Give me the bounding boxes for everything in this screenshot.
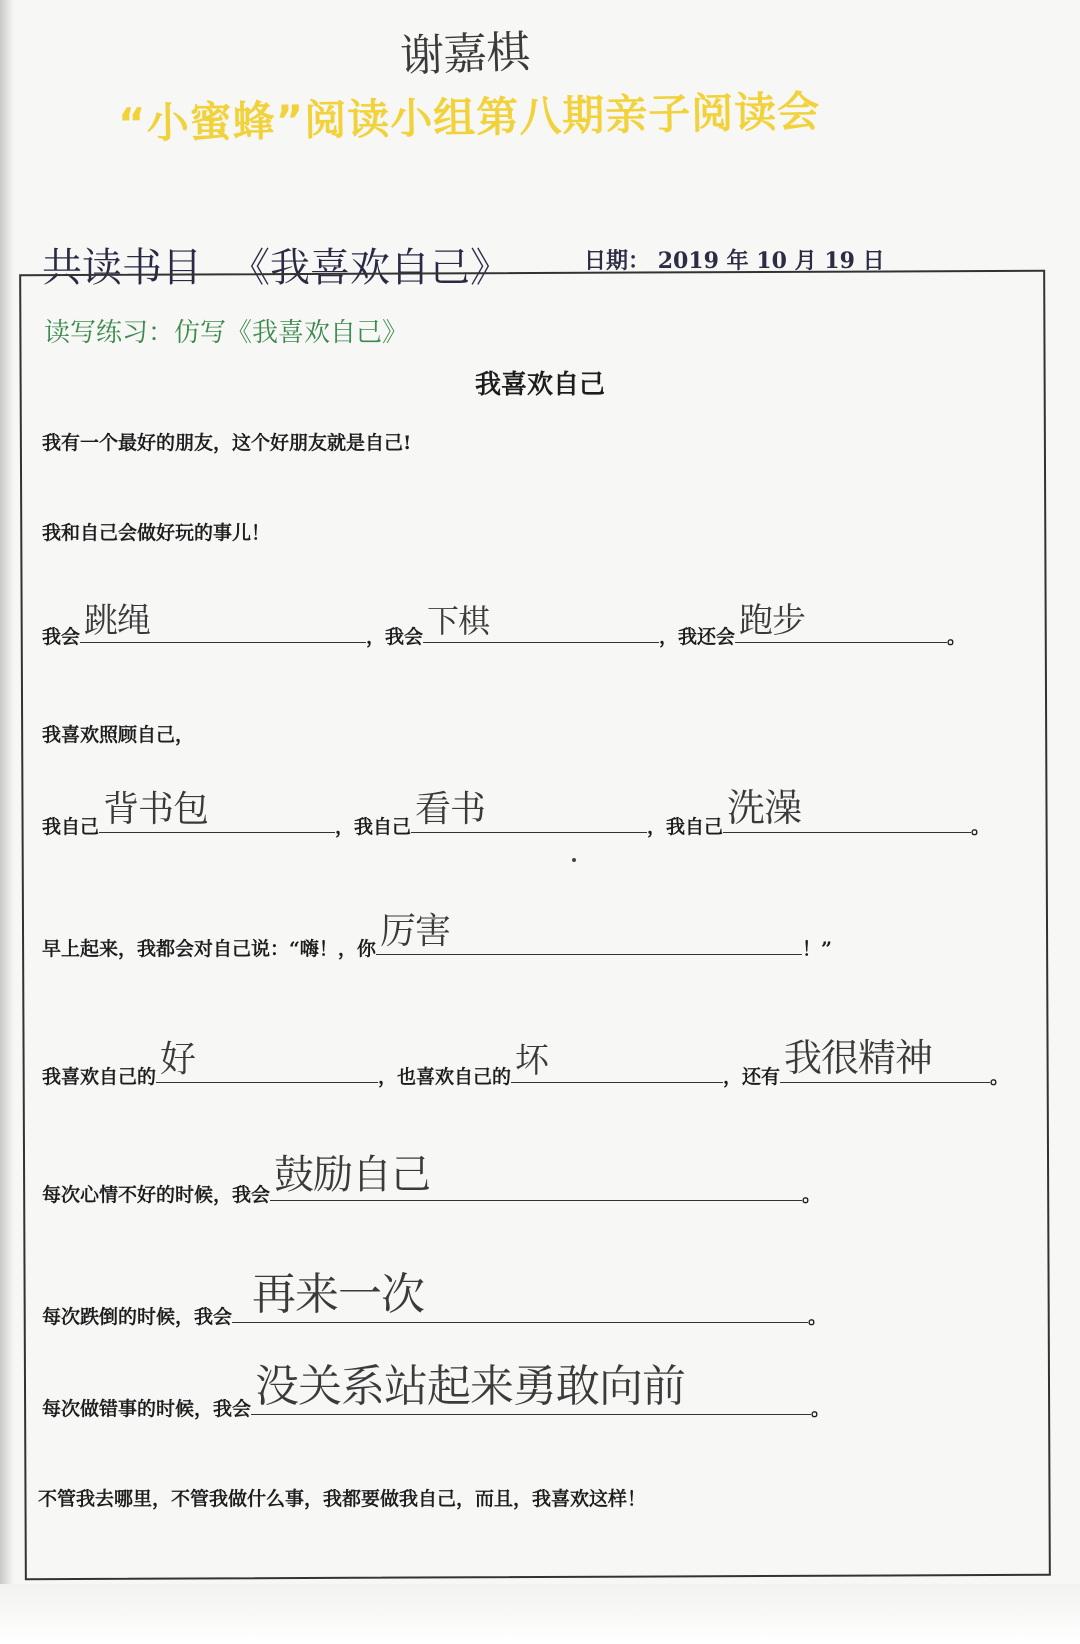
line-6-end: ！” xyxy=(801,938,832,960)
line-7-end: 。 xyxy=(990,1066,1010,1088)
line-7-answer-2: 坏 xyxy=(515,1041,549,1081)
exercise-label: 读写练习：仿写《我喜欢自己》 xyxy=(44,318,409,348)
line-3-answer-3: 跑步 xyxy=(739,601,806,641)
date-month-char: 月 xyxy=(794,248,817,274)
line-3-blank-3 xyxy=(735,601,947,643)
date-day: 19 xyxy=(824,248,855,274)
bottom-edge xyxy=(0,1584,1080,1644)
line-7-blank-1 xyxy=(156,1039,378,1083)
event-title: “小蜜蜂”阅读小组第八期亲子阅读会 xyxy=(117,86,821,149)
poem-line-6 xyxy=(42,911,832,961)
date-year-char: 年 xyxy=(726,248,749,274)
line-7-answer-3: 我很精神 xyxy=(784,1036,933,1080)
line-5-end: 。 xyxy=(971,816,991,838)
poem-title: 我喜欢自己 xyxy=(474,370,605,400)
line-5-mid-1: ，我自己 xyxy=(335,816,412,838)
line-5-answer-2: 看书 xyxy=(415,789,486,830)
line-6-prefix: 早上起来，我都会对自己说：“嗨！，你 xyxy=(42,938,376,960)
line-5-answer-1: 背书包 xyxy=(103,789,209,830)
date-month: 10 xyxy=(756,248,787,274)
book-title: 《我喜欢自己》 xyxy=(230,245,510,291)
poem-line-1: 我有一个最好的朋友，这个好朋友就是自己! xyxy=(42,432,412,454)
line-5-blank-1 xyxy=(99,789,335,833)
line-7-mid-2: ，还有 xyxy=(723,1066,781,1088)
poem-line-2: 我和自己会做好玩的事儿！ xyxy=(42,522,271,544)
photo-edge-shadow xyxy=(0,0,14,1644)
line-10-answer-1: 没关系站起来勇敢向前 xyxy=(255,1361,686,1412)
line-10-blank-1 xyxy=(251,1361,811,1415)
line-7-prefix: 我喜欢自己的 xyxy=(42,1066,157,1088)
line-3-answer-2: 下棋 xyxy=(427,602,490,640)
line-7-blank-3 xyxy=(780,1036,990,1083)
line-5-mid-2: ，我自己 xyxy=(647,816,724,838)
line-3-mid-1: ，我会 xyxy=(366,626,424,648)
line-9-answer-1: 再来一次 xyxy=(252,1269,425,1320)
line-9-end: 。 xyxy=(808,1306,828,1328)
line-7-mid-1: ，也喜欢自己的 xyxy=(378,1066,512,1088)
poem-line-7 xyxy=(42,1036,1010,1089)
line-9-prefix: 每次跌倒的时候，我会 xyxy=(42,1306,233,1328)
date-day-char: 日 xyxy=(862,248,885,274)
line-10-end: 。 xyxy=(811,1398,831,1420)
line-8-end: 。 xyxy=(802,1184,822,1206)
line-8-blank-1 xyxy=(270,1152,802,1201)
line-3-end: 。 xyxy=(947,626,967,648)
line-6-blank-1 xyxy=(376,911,802,955)
handwritten-student-name: 谢嘉棋 xyxy=(399,26,531,83)
line-5-prefix: 我自己 xyxy=(42,816,100,838)
poem-line-10 xyxy=(42,1361,831,1421)
line-3-blank-2 xyxy=(423,602,659,643)
line-5-answer-3: 洗澡 xyxy=(727,786,802,830)
date-year: 2019 xyxy=(657,248,719,274)
date-label: 日期： xyxy=(584,248,651,274)
book-label: 共读书目 xyxy=(42,245,202,291)
line-9-blank-1 xyxy=(232,1269,808,1323)
line-7-blank-2 xyxy=(511,1041,723,1083)
line-5-blank-2 xyxy=(411,789,647,833)
line-3-prefix: 我会 xyxy=(42,626,81,648)
line-7-answer-1: 好 xyxy=(160,1039,196,1080)
poem-line-3 xyxy=(42,601,967,649)
line-10-prefix: 每次做错事的时候，我会 xyxy=(42,1398,252,1420)
ink-dot xyxy=(572,858,576,862)
poem-line-9 xyxy=(42,1269,828,1329)
line-8-answer-1: 鼓励自己 xyxy=(274,1152,431,1198)
poem-line-5 xyxy=(42,786,991,839)
line-5-blank-3 xyxy=(723,786,971,833)
line-3-answer-1: 跳绳 xyxy=(84,601,151,641)
poem-line-11: 不管我去哪里，不管我做什么事，我都要做我自己，而且，我喜欢这样！ xyxy=(38,1488,647,1510)
line-3-mid-2: ，我还会 xyxy=(659,626,736,648)
poem-line-8 xyxy=(42,1152,822,1207)
poem-line-4: 我喜欢照顾自己， xyxy=(42,724,195,746)
line-8-prefix: 每次心情不好的时候，我会 xyxy=(42,1184,271,1206)
line-3-blank-1 xyxy=(80,601,366,643)
line-6-answer-1: 厉害 xyxy=(379,911,450,952)
